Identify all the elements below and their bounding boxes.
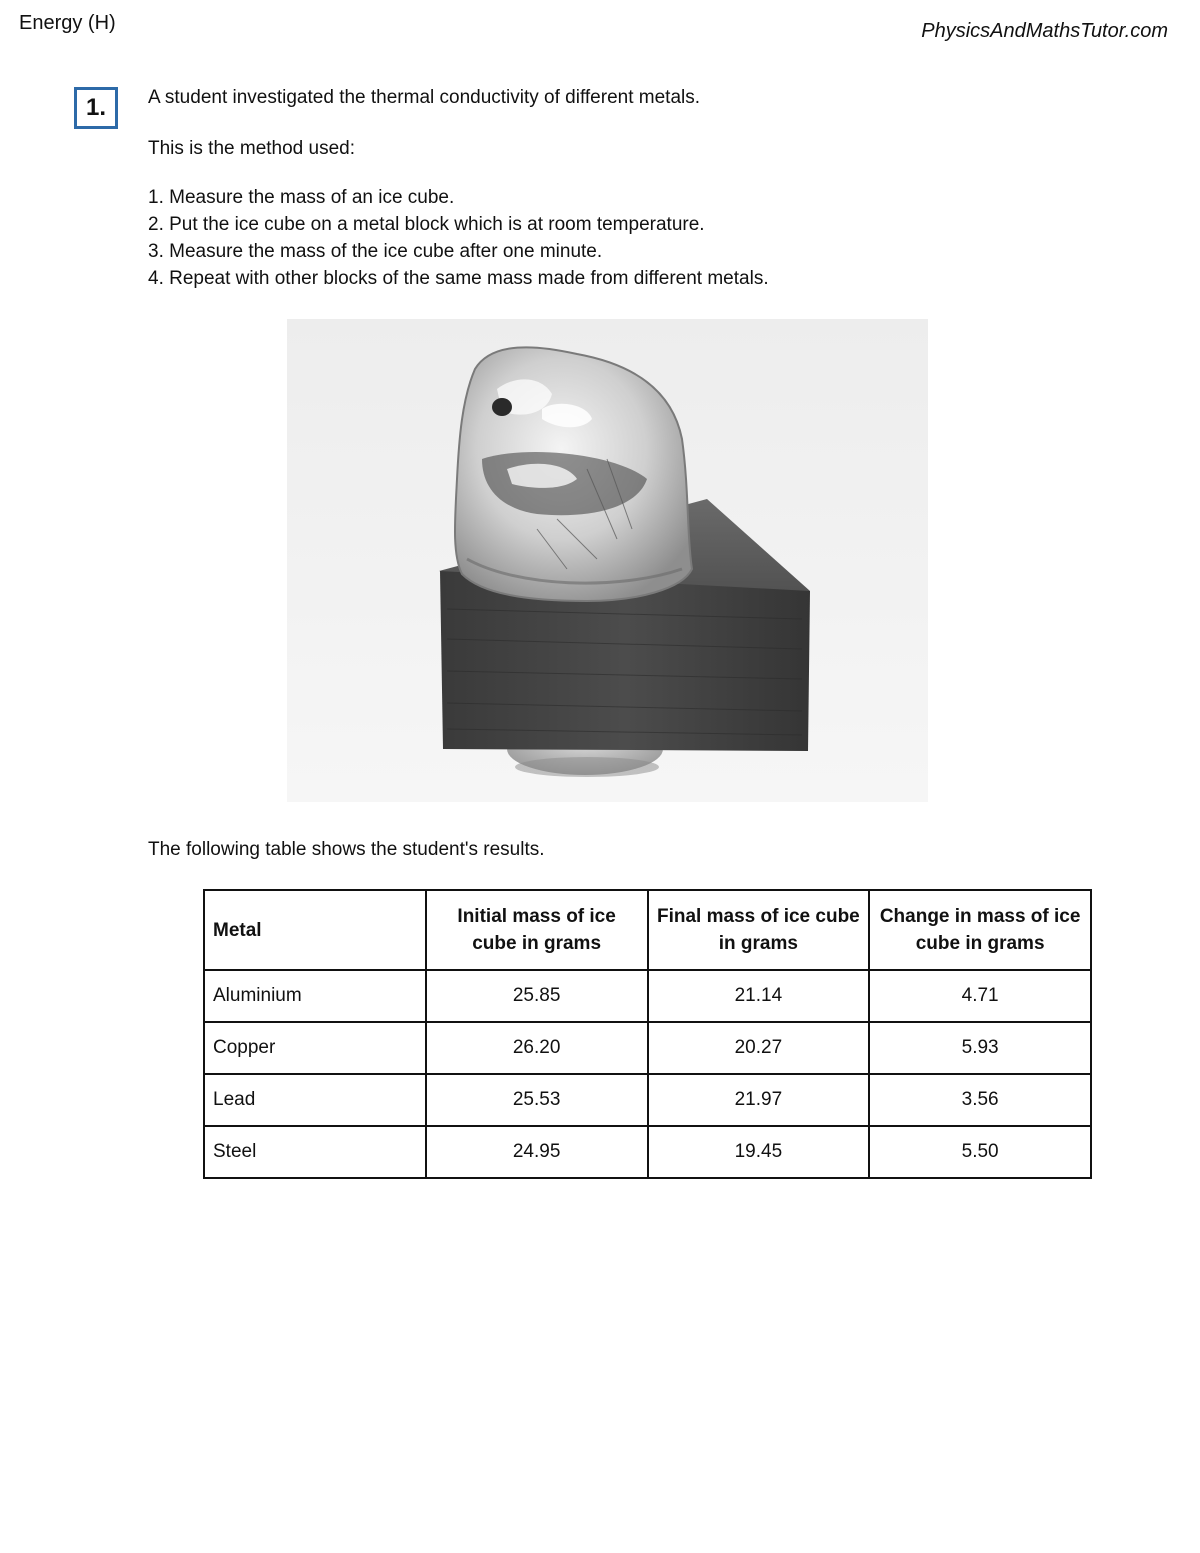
table-cell: Aluminium [204,970,426,1022]
table-cell: 4.71 [869,970,1091,1022]
method-step: 3. Measure the mass of the ice cube after one minute. [148,241,603,262]
method-steps [148,184,769,292]
table-cell: 26.20 [426,1022,648,1074]
table-header-row [204,890,1091,970]
header-topic: Energy (H) [19,12,116,34]
table-cell: 20.27 [648,1022,870,1074]
table-cell: 25.53 [426,1074,648,1126]
table-cell: 5.50 [869,1126,1091,1178]
table-row [204,1022,1091,1074]
header-site: PhysicsAndMathsTutor.com [921,20,1168,42]
table-row [204,1074,1091,1126]
table-cell: Steel [204,1126,426,1178]
table-cell: 24.95 [426,1126,648,1178]
ice-cube-on-block-photo [287,319,928,802]
question-intro: A student investigated the thermal conductivity of different metals. [148,87,701,108]
table-cell: 19.45 [648,1126,870,1178]
column-header: Metal [204,890,426,970]
table-cell: 21.97 [648,1074,870,1126]
method-step: 1. Measure the mass of an ice cube. [148,187,455,208]
table-cell: Lead [204,1074,426,1126]
column-header: Final mass of ice cube in grams [648,890,870,970]
method-step: 2. Put the ice cube on a metal block which is at room temperature. [148,214,705,235]
table-row [204,1126,1091,1178]
table-intro: The following table shows the student's results. [148,839,545,860]
table-cell: Copper [204,1022,426,1074]
table-cell: 5.93 [869,1022,1091,1074]
results-table [203,889,1092,1179]
column-header: Change in mass of ice cube in grams [869,890,1091,970]
method-step: 4. Repeat with other blocks of the same mass made from different metals. [148,268,769,289]
table-cell: 3.56 [869,1074,1091,1126]
method-label: This is the method used: [148,138,355,159]
table-row [204,970,1091,1022]
question-number: 1. [74,87,118,129]
table-cell: 25.85 [426,970,648,1022]
column-header: Initial mass of ice cube in grams [426,890,648,970]
table-cell: 21.14 [648,970,870,1022]
